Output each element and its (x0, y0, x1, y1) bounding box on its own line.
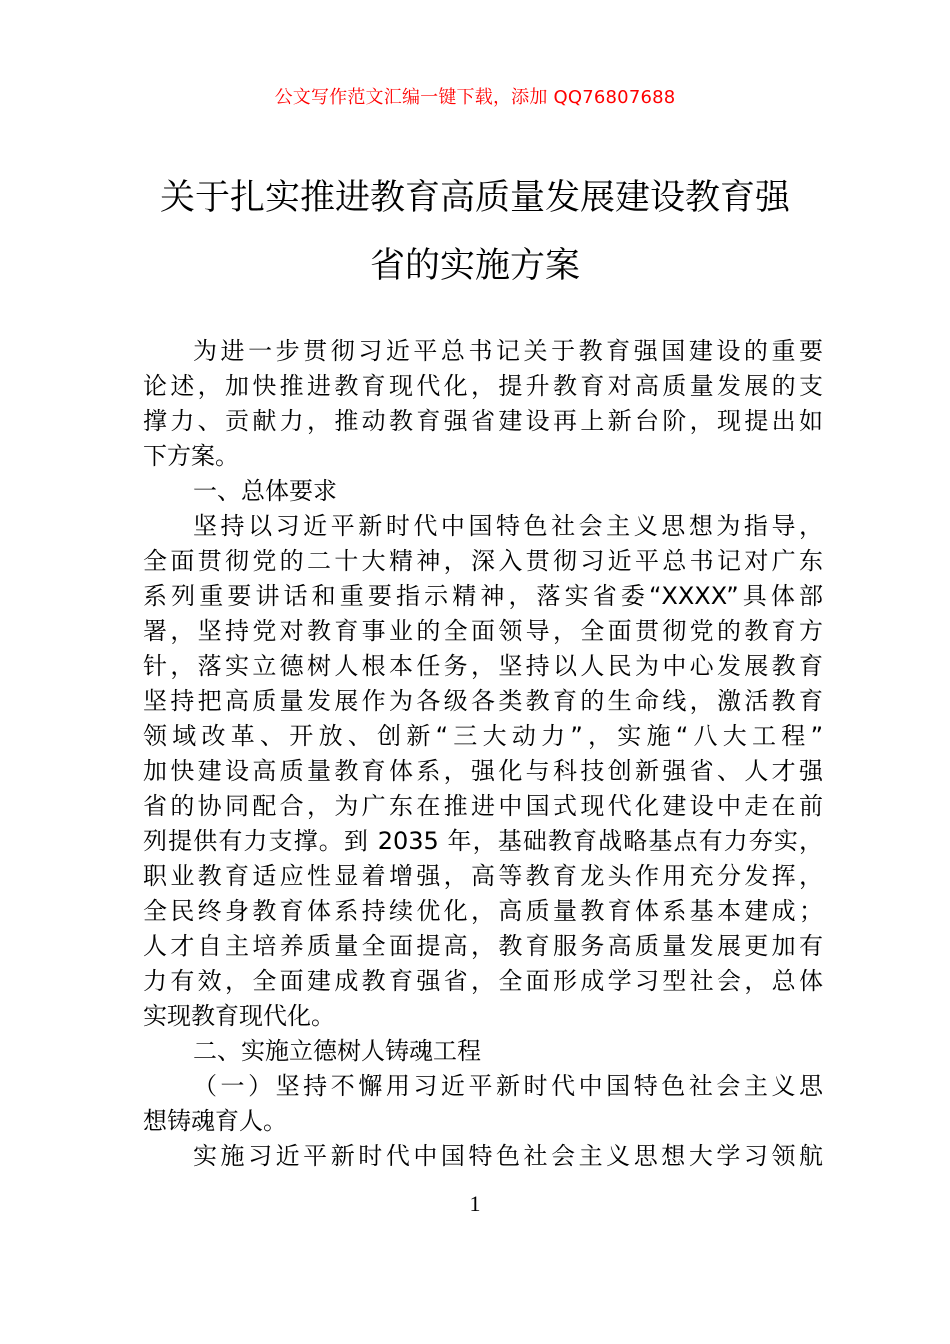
text-line: 实现教育现代化。 (143, 1002, 335, 1030)
text-line: 署，坚持党对教育事业的全面领导，全面贯彻党的教育方 (143, 617, 823, 645)
document-title-line-1: 关于扎实推进教育高质量发展建设教育强 (159, 178, 790, 218)
text-line: 全民终身教育体系持续优化，高质量教育体系基本建成； (143, 897, 823, 925)
section-heading (143, 1034, 823, 1069)
text-line: 撑力、贡献力，推动教育强省建设再上新台阶，现提出如 (143, 407, 823, 435)
text-line: 人才自主培养质量全面提高，教育服务高质量发展更加有 (143, 932, 823, 960)
text-line: 论述，加快推进教育现代化，提升教育对高质量发展的支 (143, 372, 823, 400)
section-2-heading: 二、实施立德树人铸魂工程 (193, 1037, 481, 1065)
intro-paragraph (143, 334, 823, 474)
text-line: 力有效，全面建成教育强省，全面形成学习型社会，总体 (143, 967, 823, 995)
section-1-heading: 一、总体要求 (193, 477, 337, 505)
document-body (143, 334, 823, 1174)
section-2-paragraph (143, 1139, 823, 1174)
text-line: 全面贯彻党的二十大精神，深入贯彻习近平总书记对广东 (143, 547, 823, 575)
section-1-paragraph (143, 509, 823, 1034)
watermark-banner: 公文写作范文汇编一键下载，添加 QQ76807688 (274, 87, 676, 108)
text-line: 省的协同配合，为广东在推进中国式现代化建设中走在前 (143, 792, 823, 820)
text-line: 加快建设高质量教育体系，强化与科技创新强省、人才强 (143, 757, 823, 785)
text-line: 下方案。 (143, 442, 239, 470)
text-line: 系列重要讲话和重要指示精神，落实省委“XXXX”具体部 (143, 582, 823, 610)
text-line: 领域改革、开放、创新“三大动力”，实施“八大工程” (143, 722, 823, 750)
page-number: 1 (469, 1191, 481, 1216)
text-line: 实施习近平新时代中国特色社会主义思想大学习领航 (193, 1142, 823, 1170)
text-line: 针，落实立德树人根本任务，坚持以人民为中心发展教育 (143, 652, 823, 680)
text-line: （一）坚持不懈用习近平新时代中国特色社会主义思 (193, 1072, 823, 1100)
text-line: 想铸魂育人。 (143, 1107, 287, 1135)
text-line: 列提供有力支撑。到 2035 年，基础教育战略基点有力夯实， (143, 827, 823, 855)
text-line: 坚持把高质量发展作为各级各类教育的生命线，激活教育 (143, 687, 823, 715)
text-line: 坚持以习近平新时代中国特色社会主义思想为指导， (193, 512, 823, 540)
section-2-subheading (143, 1069, 823, 1139)
text-line: 职业教育适应性显着增强，高等教育龙头作用充分发挥， (143, 862, 823, 890)
text-line: 为进一步贯彻习近平总书记关于教育强国建设的重要 (193, 337, 823, 365)
document-title-line-2: 省的实施方案 (369, 246, 580, 286)
section-heading (143, 474, 823, 509)
